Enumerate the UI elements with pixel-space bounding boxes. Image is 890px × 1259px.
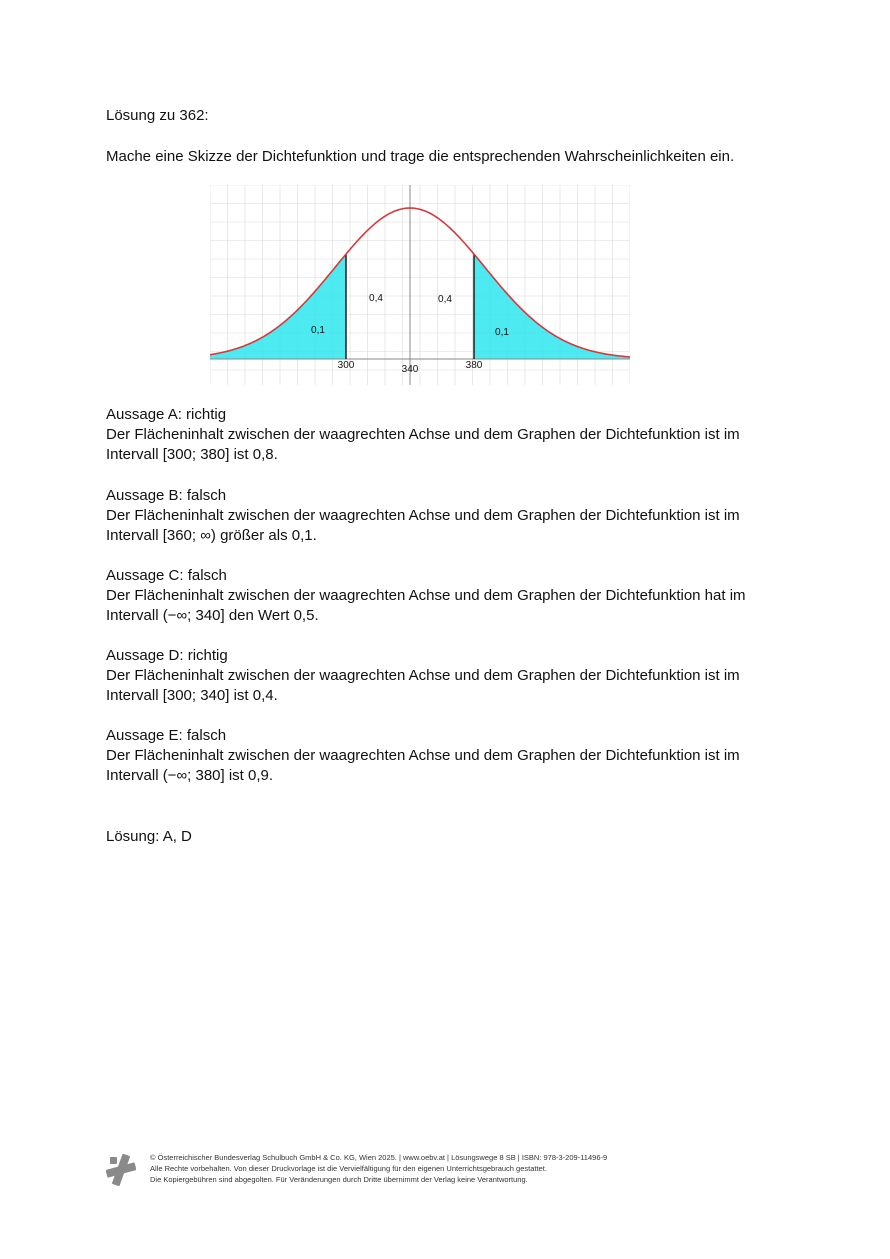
page-footer bbox=[106, 1152, 666, 1192]
tick-label: 300 bbox=[337, 360, 355, 371]
statement-text: Intervall (−∞; 340] den Wert 0,5. bbox=[106, 607, 319, 624]
footer-text bbox=[150, 1152, 607, 1185]
statement-text: Der Flächeninhalt zwischen der waagrechten Achse und dem Graphen der Dichtefunktion ist im bbox=[106, 747, 740, 764]
density-chart bbox=[210, 185, 630, 385]
page-title: Lösung zu 362: bbox=[106, 107, 209, 124]
statement-heading: Aussage D: richtig bbox=[106, 647, 228, 664]
footer-disclaimer: Die Kopiergebühren sind abgegolten. Für Veränderungen durch Dritte übernimmt der Verlag keine Verantwortung. bbox=[150, 1175, 528, 1184]
statement-text: Der Flächeninhalt zwischen der waagrechten Achse und dem Graphen der Dichtefunktion ist im bbox=[106, 507, 740, 524]
statement-b bbox=[106, 486, 740, 546]
statement-e bbox=[106, 726, 740, 786]
region-label: 0,1 bbox=[311, 325, 325, 336]
statement-d bbox=[106, 646, 740, 706]
statement-heading: Aussage E: falsch bbox=[106, 727, 227, 744]
statement-text: Intervall [300; 380] ist 0,8. bbox=[106, 446, 278, 463]
region-label: 0,1 bbox=[495, 327, 509, 338]
statement-text: Der Flächeninhalt zwischen der waagrechten Achse und dem Graphen der Dichtefunktion ist im bbox=[106, 667, 740, 684]
tick-label: 340 bbox=[401, 364, 419, 375]
statement-heading: Aussage A: richtig bbox=[106, 406, 227, 423]
region-label: 0,4 bbox=[438, 294, 452, 305]
footer-copyright: © Österreichischer Bundesverlag Schulbuch GmbH & Co. KG, Wien 2025. | www.oebv.at | Lösungswege 8 SB | ISBN: 978-3-209-11496-9 bbox=[150, 1153, 608, 1162]
statement-text: Intervall (−∞; 380] ist 0,9. bbox=[106, 767, 274, 784]
statement-text: Der Flächeninhalt zwischen der waagrechten Achse und dem Graphen der Dichtefunktion ist im bbox=[106, 426, 740, 443]
solution-text: Lösung: A, D bbox=[106, 828, 192, 845]
statement-a bbox=[106, 405, 740, 465]
density-chart-svg bbox=[210, 185, 630, 385]
statement-text: Intervall [360; ∞) größer als 0,1. bbox=[106, 527, 317, 544]
left-tail-region bbox=[210, 254, 346, 359]
region-label: 0,4 bbox=[369, 293, 383, 304]
statement-c bbox=[106, 566, 746, 626]
right-tail-region bbox=[474, 254, 630, 359]
statement-text: Der Flächeninhalt zwischen der waagrechten Achse und dem Graphen der Dichtefunktion hat im bbox=[106, 587, 746, 604]
footer-rights: Alle Rechte vorbehalten. Von dieser Druckvorlage ist die Vervielfältigung für den eigenen Unterrichtsgebrauch gestattet. bbox=[150, 1164, 547, 1173]
statement-text: Intervall [300; 340] ist 0,4. bbox=[106, 687, 278, 704]
tick-label: 380 bbox=[465, 360, 483, 371]
statement-heading: Aussage B: falsch bbox=[106, 487, 227, 504]
instruction-text: Mache eine Skizze der Dichtefunktion und trage die entsprechenden Wahrscheinlichkeiten ein. bbox=[106, 148, 735, 165]
statement-heading: Aussage C: falsch bbox=[106, 567, 227, 584]
oebv-logo-icon bbox=[106, 1154, 136, 1186]
